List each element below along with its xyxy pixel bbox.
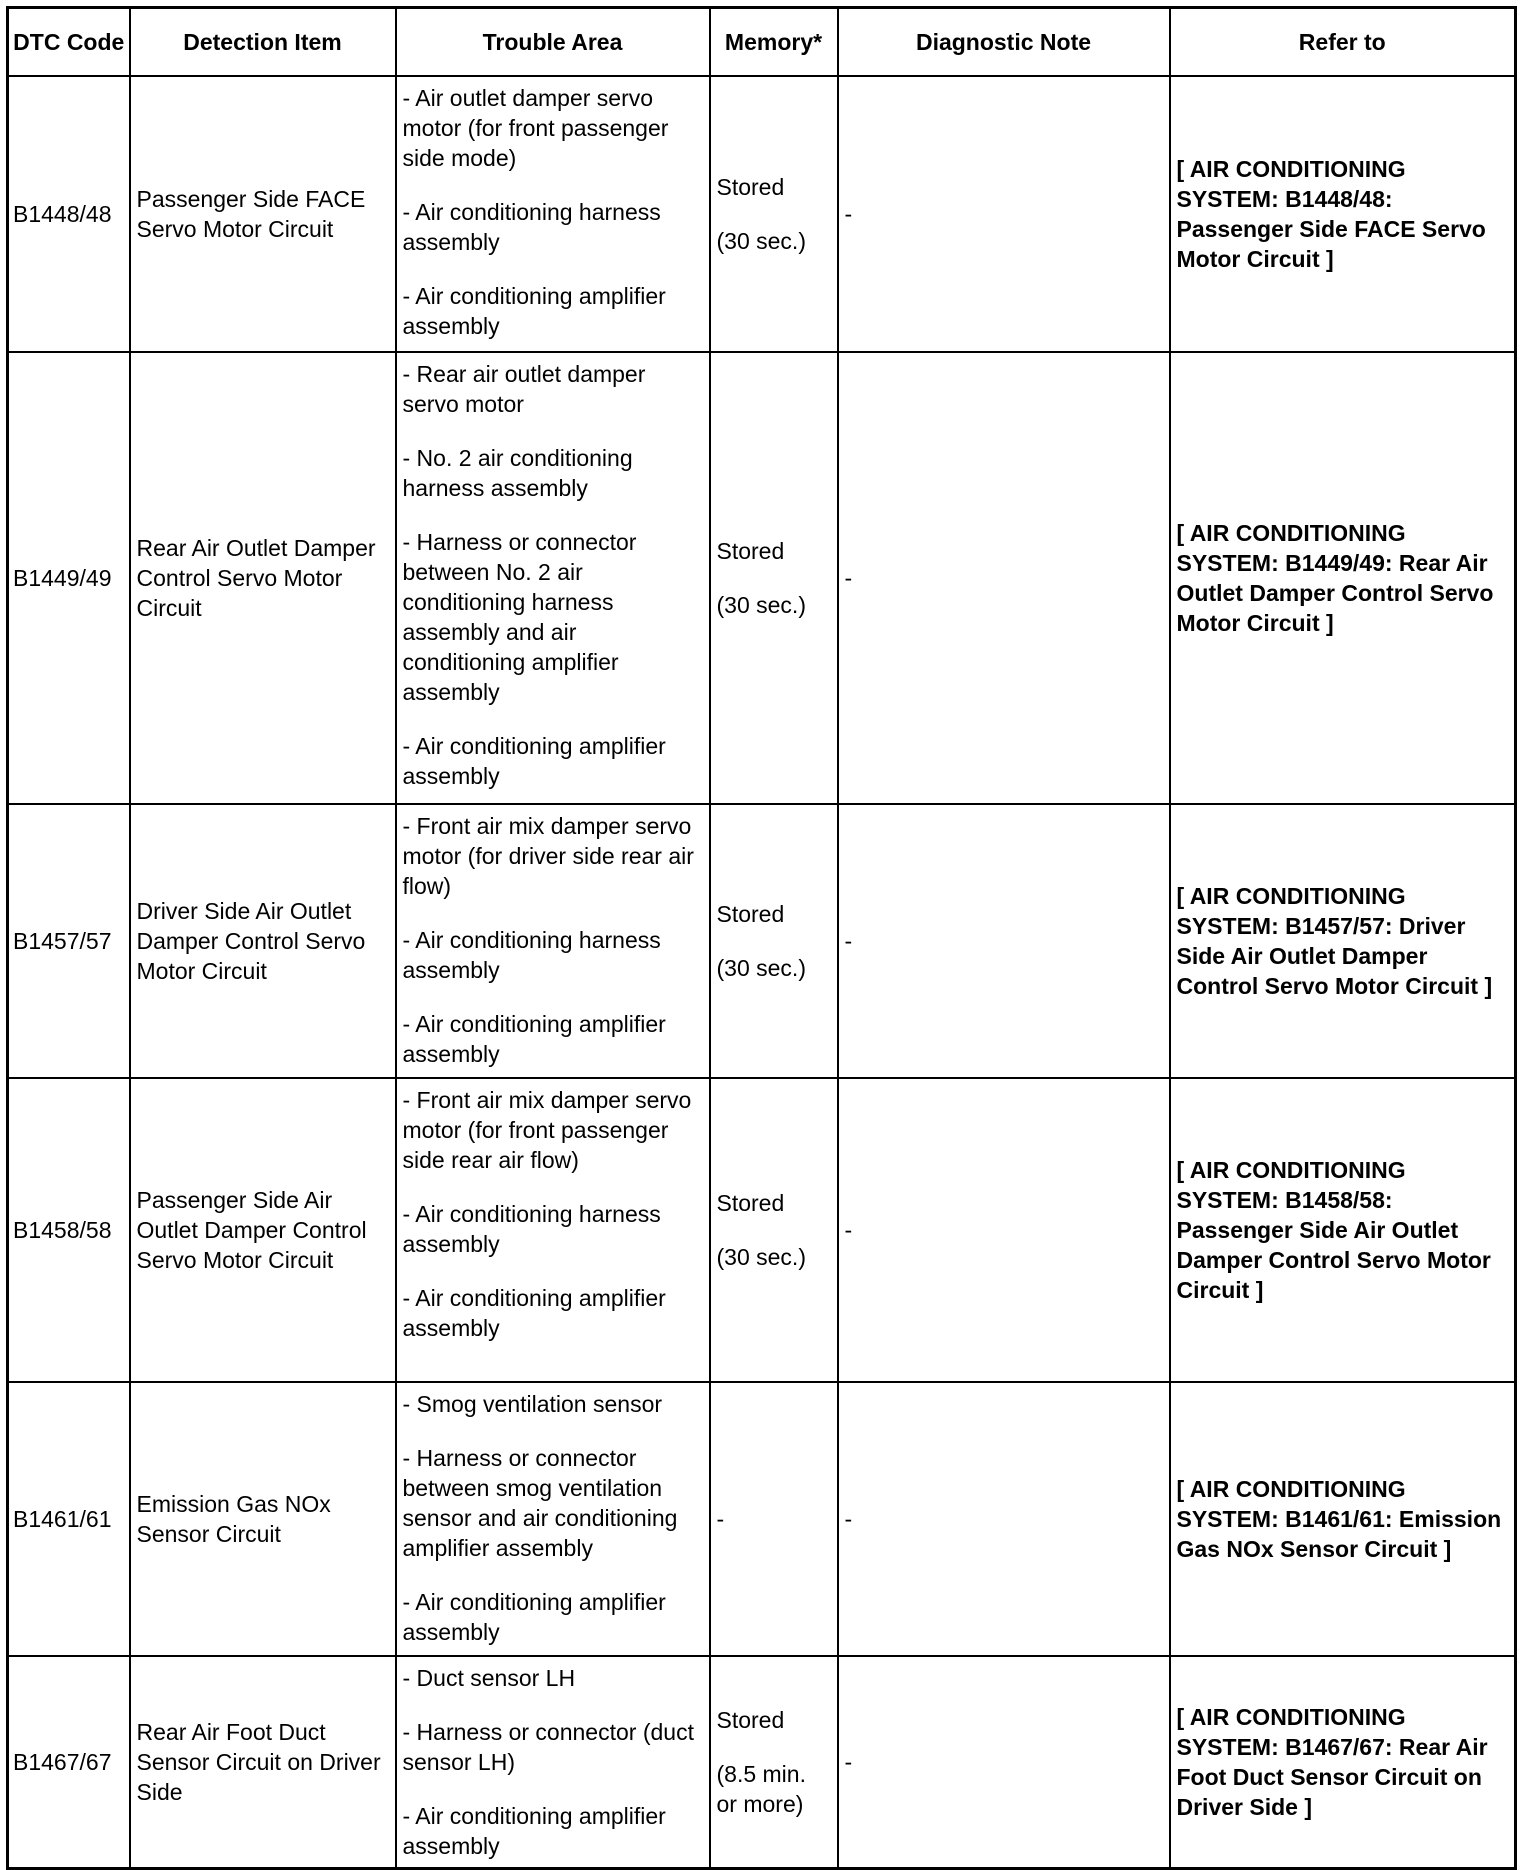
trouble-area-cell [396,1382,710,1656]
trouble-area-line: - Harness or connector between smog ventilation sensor and air conditioning amplifier assembly [402,1445,678,1561]
table-row [8,804,1516,1078]
refer-to-link[interactable]: [ AIR CONDITIONING SYSTEM: B1458/58: Passenger Side Air Outlet Damper Control Servo Motor Circuit ] [1170,1078,1516,1382]
memory-line: Stored [716,901,785,927]
table-row [8,76,1516,352]
diagnostic-note-cell: - [838,1656,1170,1868]
trouble-area-cell [396,352,710,804]
memory-line: - [716,1506,725,1532]
memory-line: Stored [716,538,785,564]
memory-line: Stored [716,1190,785,1216]
detection-item-cell: Driver Side Air Outlet Damper Control Servo Motor Circuit [130,804,396,1078]
dtc-code-cell: B1461/61 [8,1382,130,1656]
trouble-area-cell [396,1656,710,1868]
diagnostic-note-cell: - [838,1382,1170,1656]
detection-item-cell: Passenger Side FACE Servo Motor Circuit [130,76,396,352]
table-row [8,1382,1516,1656]
memory-line: (30 sec.) [716,228,806,254]
detection-item-cell: Emission Gas NOx Sensor Circuit [130,1382,396,1656]
table-row [8,352,1516,804]
diagnostic-note-cell: - [838,76,1170,352]
trouble-area-line: - Air conditioning harness assembly [402,199,661,255]
memory-line: (30 sec.) [716,955,806,981]
diagnostic-note-cell: - [838,804,1170,1078]
header-diagnostic-note: Diagnostic Note [838,8,1170,77]
trouble-area-line: - Air conditioning amplifier assembly [402,733,666,789]
trouble-area-line: - Front air mix damper servo motor (for front passenger side rear air flow) [402,1087,692,1173]
trouble-area-line: - Front air mix damper servo motor (for driver side rear air flow) [402,813,694,899]
trouble-area-line: - No. 2 air conditioning harness assembly [402,445,633,501]
memory-cell [710,1656,838,1868]
trouble-area-line: - Harness or connector (duct sensor LH) [402,1719,694,1775]
header-row [8,8,1516,77]
trouble-area-line: - Rear air outlet damper servo motor [402,361,646,417]
table-body [8,76,1516,1868]
trouble-area-line: - Air conditioning harness assembly [402,1201,661,1257]
dtc-code-cell: B1457/57 [8,804,130,1078]
memory-cell [710,804,838,1078]
trouble-area-line: - Harness or connector between No. 2 air conditioning harness assembly and air conditioning amplifier assembly [402,529,637,705]
trouble-area-line: - Smog ventilation sensor [402,1391,663,1417]
trouble-area-line: - Duct sensor LH [402,1665,576,1691]
trouble-area-line: - Air conditioning harness assembly [402,927,661,983]
dtc-code-cell: B1458/58 [8,1078,130,1382]
header-refer-to: Refer to [1170,8,1516,77]
header-detection-item: Detection Item [130,8,396,77]
memory-line: (30 sec.) [716,1244,806,1270]
trouble-area-cell [396,804,710,1078]
dtc-code-cell: B1449/49 [8,352,130,804]
table-header [8,8,1516,77]
detection-item-cell: Passenger Side Air Outlet Damper Control Servo Motor Circuit [130,1078,396,1382]
table-row [8,1078,1516,1382]
trouble-area-line: - Air conditioning amplifier assembly [402,1285,666,1341]
diagnostic-note-cell: - [838,352,1170,804]
memory-cell [710,76,838,352]
dtc-code-cell: B1467/67 [8,1656,130,1868]
memory-line: Stored [716,1706,785,1733]
dtc-table [6,6,1517,1870]
memory-cell [710,1382,838,1656]
refer-to-link[interactable]: [ AIR CONDITIONING SYSTEM: B1448/48: Passenger Side FACE Servo Motor Circuit ] [1170,76,1516,352]
header-memory: Memory* [710,8,838,77]
trouble-area-line: - Air conditioning amplifier assembly [402,1589,666,1645]
memory-cell [710,352,838,804]
memory-line: Stored [716,174,785,200]
refer-to-link[interactable]: [ AIR CONDITIONING SYSTEM: B1467/67: Rear Air Foot Duct Sensor Circuit on Driver Side ] [1170,1656,1516,1868]
dtc-code-cell: B1448/48 [8,76,130,352]
table-row [8,1656,1516,1868]
trouble-area-line: - Air conditioning amplifier assembly [402,1803,666,1859]
refer-to-link[interactable]: [ AIR CONDITIONING SYSTEM: B1449/49: Rear Air Outlet Damper Control Servo Motor Circuit ] [1170,352,1516,804]
memory-line: (30 sec.) [716,592,806,618]
detection-item-cell: Rear Air Outlet Damper Control Servo Motor Circuit [130,352,396,804]
trouble-area-line: - Air outlet damper servo motor (for front passenger side mode) [402,85,669,171]
header-dtc-code: DTC Code [8,8,130,77]
detection-item-cell: Rear Air Foot Duct Sensor Circuit on Driver Side [130,1656,396,1868]
diagnostic-note-cell: - [838,1078,1170,1382]
refer-to-link[interactable]: [ AIR CONDITIONING SYSTEM: B1457/57: Driver Side Air Outlet Damper Control Servo Motor Circuit ] [1170,804,1516,1078]
trouble-area-line: - Air conditioning amplifier assembly [402,283,666,339]
trouble-area-cell [396,76,710,352]
memory-cell [710,1078,838,1382]
trouble-area-line: - Air conditioning amplifier assembly [402,1011,666,1067]
memory-line: (8.5 min. or more) [716,1760,806,1817]
header-trouble-area: Trouble Area [396,8,710,77]
trouble-area-cell [396,1078,710,1382]
refer-to-link[interactable]: [ AIR CONDITIONING SYSTEM: B1461/61: Emission Gas NOx Sensor Circuit ] [1170,1382,1516,1656]
